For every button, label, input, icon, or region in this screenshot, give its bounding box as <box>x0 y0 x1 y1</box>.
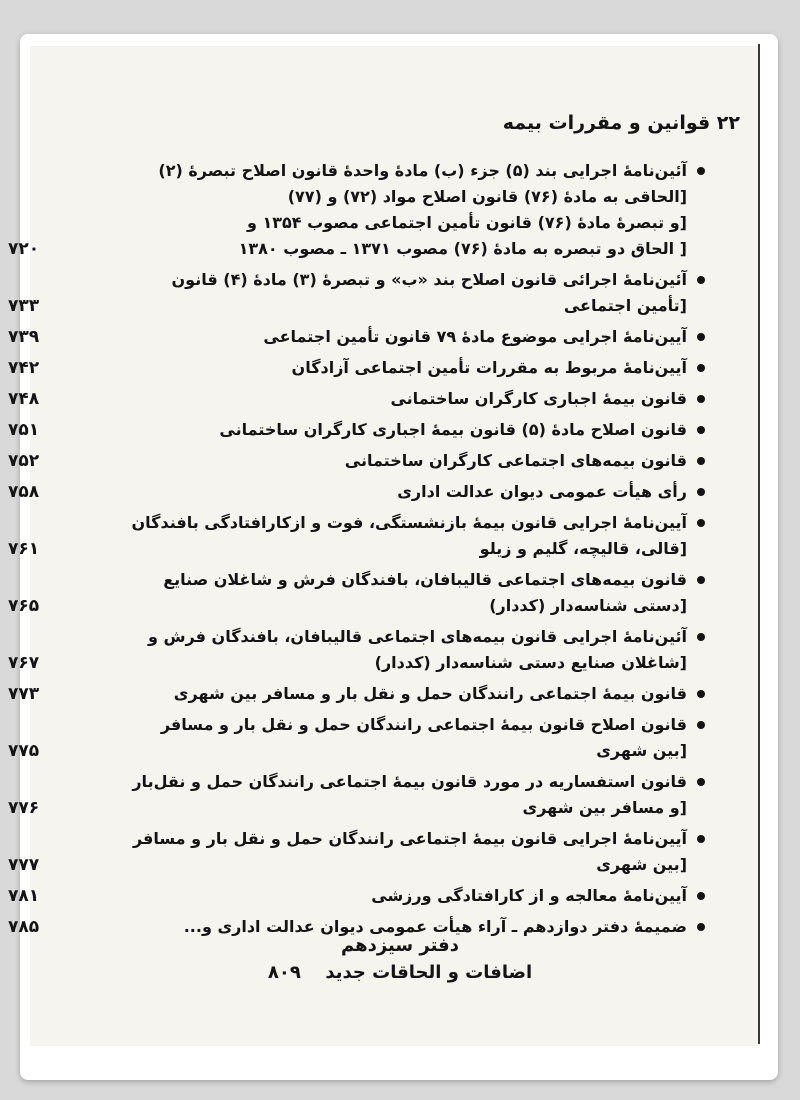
toc-page-number: ۷۷۶ <box>8 798 40 818</box>
bullet-icon <box>697 892 705 900</box>
bullet-icon <box>697 721 705 729</box>
toc-entry <box>8 324 705 350</box>
toc-entry-line: ضمیمهٔ دفتر دوازدهم ـ آراء هیأت عمومی دیوان عدالت اداری و... <box>183 917 687 936</box>
toc-page-number: ۷۷۷ <box>8 855 40 875</box>
toc-page-number: ۷۵۱ <box>8 420 40 440</box>
toc-entry-line: قانون بیمهٔ اجباری کارگران ساختمانی <box>390 389 687 408</box>
toc-page-number: ۷۳۳ <box>8 296 40 316</box>
bullet-icon <box>697 576 705 584</box>
toc-entry <box>8 624 705 676</box>
toc-entry <box>8 386 705 412</box>
toc-page-number: ۷۸۱ <box>8 886 40 906</box>
bullet-icon <box>697 519 705 527</box>
toc-entry-line: [شاغلان صنایع دستی شناسه‌دار (کددار) <box>374 653 687 672</box>
toc-entry-line: [قالی، قالیچه، گلیم و زیلو <box>479 539 687 558</box>
toc-entry-line: آیین‌نامهٔ اجرایی قانون بیمهٔ اجتماعی رانندگان حمل و نقل بار و مسافر <box>132 829 687 848</box>
toc-entry-line: [ الحاق دو تبصره به مادهٔ (۷۶) مصوب ۱۳۷۱ ـ مصوب ۱۳۸۰ <box>238 239 687 258</box>
bullet-icon <box>697 395 705 403</box>
toc-entry-line: آیین‌نامهٔ معالجه و از کارافتادگی ورزشی <box>371 886 687 905</box>
bullet-icon <box>697 488 705 496</box>
bullet-icon <box>697 364 705 372</box>
table-of-contents <box>8 158 705 945</box>
toc-entry <box>8 355 705 381</box>
bullet-icon <box>697 633 705 641</box>
toc-entry <box>8 267 705 319</box>
part-page-number: ۸۰۹ <box>267 962 301 983</box>
part-title: دفتر سیزدهم <box>341 935 459 956</box>
toc-entry-line: قانون اصلاح قانون بیمهٔ اجتماعی رانندگان حمل و نقل بار و مسافر <box>160 715 687 734</box>
toc-entry-line: آیین‌نامهٔ اجرایی موضوع مادهٔ ۷۹ قانون تأمین اجتماعی <box>263 327 687 346</box>
bullet-icon <box>697 778 705 786</box>
toc-entry <box>8 883 705 909</box>
toc-entry-line: آیین‌نامهٔ مربوط به مقررات تأمین اجتماعی آزادگان <box>291 358 687 377</box>
toc-page-number: ۷۳۹ <box>8 327 40 347</box>
running-header: ۲۲ قوانین و مقررات بیمه <box>502 112 740 134</box>
toc-page-number: ۷۴۸ <box>8 389 40 409</box>
toc-page-number: ۷۶۵ <box>8 596 40 616</box>
toc-entry-line: آیین‌نامهٔ اجرایی قانون بیمهٔ بازنشستگی، فوت و ازکارافتادگی بافندگان <box>131 513 687 532</box>
toc-page-number: ۷۸۵ <box>8 917 40 937</box>
toc-page-number: ۷۷۵ <box>8 741 40 761</box>
toc-page-number: ۷۶۷ <box>8 653 40 673</box>
toc-entry-line: [و مسافر بین شهری <box>522 798 687 817</box>
toc-entry-line: [بین شهری <box>596 741 687 760</box>
toc-entry <box>8 712 705 764</box>
toc-entry <box>8 448 705 474</box>
toc-entry-line: [بین شهری <box>596 855 687 874</box>
bullet-icon <box>697 835 705 843</box>
bullet-icon <box>697 457 705 465</box>
bullet-icon <box>697 923 705 931</box>
toc-entry-line: [دستی شناسه‌دار (کددار) <box>489 596 687 615</box>
part-subtitle-row <box>0 962 800 983</box>
toc-entry-line: [و تبصرهٔ مادهٔ (۷۶) قانون تأمین اجتماعی مصوب ۱۳۵۴ و <box>246 213 687 232</box>
toc-entry <box>8 510 705 562</box>
toc-entry-line: قانون بیمه‌های اجتماعی کارگران ساختمانی <box>344 451 687 470</box>
toc-entry-line: آئین‌نامهٔ اجرایی بند (۵) جزء (ب) مادهٔ واحدهٔ قانون اصلاح تبصرهٔ (۲) <box>158 161 687 180</box>
bullet-icon <box>697 690 705 698</box>
toc-page-number: ۷۵۸ <box>8 482 40 502</box>
toc-entry-line: قانون استفساریه در مورد قانون بیمهٔ اجتماعی رانندگان حمل و نقل‌بار <box>132 772 687 791</box>
toc-entry <box>8 158 705 262</box>
toc-entry-line: قانون اصلاح مادهٔ (۵) قانون بیمهٔ اجباری کارگران ساختمانی <box>219 420 687 439</box>
toc-entry-line: قانون بیمه‌های اجتماعی قالیبافان، بافندگان فرش و شاغلان صنایع <box>163 570 687 589</box>
toc-entry <box>8 769 705 821</box>
toc-entry-line: آئین‌نامهٔ اجرائی قانون اصلاح بند «ب» و تبصرهٔ (۳) مادهٔ (۴) قانون <box>171 270 687 289</box>
toc-page-number: ۷۶۱ <box>8 539 40 559</box>
bullet-icon <box>697 167 705 175</box>
toc-entry <box>8 681 705 707</box>
toc-page-number: ۷۵۲ <box>8 451 40 471</box>
bullet-icon <box>697 276 705 284</box>
toc-entry-line: آئین‌نامهٔ اجرایی قانون بیمه‌های اجتماعی قالیبافان، بافندگان فرش و <box>147 627 687 646</box>
toc-entry-line: [تأمین اجتماعی <box>563 296 687 315</box>
toc-entry <box>8 417 705 443</box>
bullet-icon <box>697 426 705 434</box>
toc-entry-line: رأی هیأت عمومی دیوان عدالت اداری <box>397 482 687 501</box>
bullet-icon <box>697 333 705 341</box>
toc-entry-line: [الحاقی به مادهٔ (۷۶) قانون اصلاح مواد (۷۲) و (۷۷) <box>287 187 687 206</box>
toc-entry <box>8 479 705 505</box>
toc-page-number: ۷۴۲ <box>8 358 40 378</box>
page-edge <box>758 44 760 1044</box>
toc-entry-line: قانون بیمهٔ اجتماعی رانندگان حمل و نقل بار و مسافر بین شهری <box>173 684 687 703</box>
toc-page-number: ۷۷۳ <box>8 684 40 704</box>
toc-entry <box>8 567 705 619</box>
part-subtitle: اضافات و الحاقات جدید <box>325 962 533 983</box>
toc-entry <box>8 826 705 878</box>
toc-page-number: ۷۲۰ <box>8 239 40 259</box>
